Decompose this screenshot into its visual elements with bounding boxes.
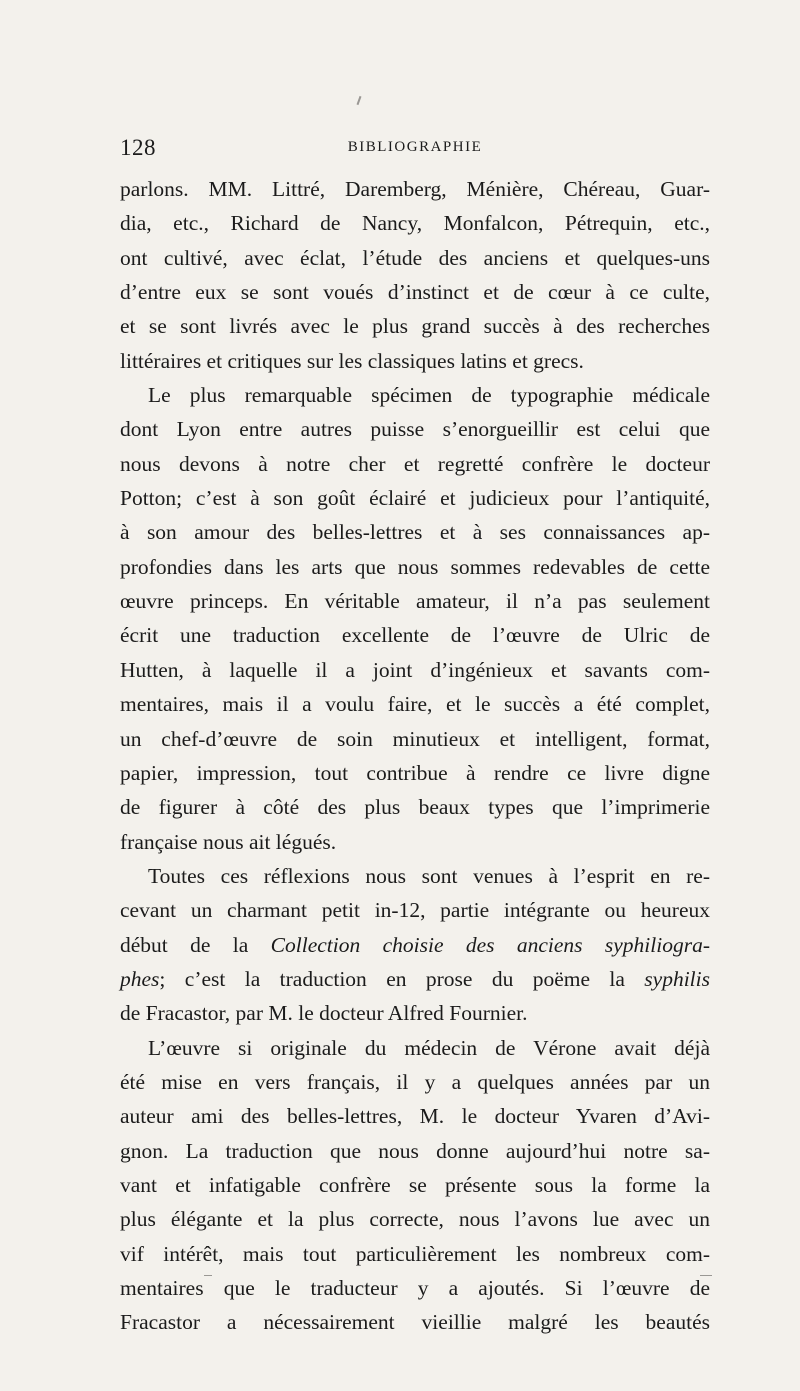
text-run: ; c’est la traduction en prose du poëme la xyxy=(159,966,645,991)
text-line: dia, etc., Richard de Nancy, Monfalcon, Pétrequin, etc., xyxy=(120,211,710,236)
text-line: auteur ami des belles-lettres, M. le docteur Yvaren d’Avi- xyxy=(120,1104,710,1129)
text-line: vant et infatigable confrère se présente sous la forme la xyxy=(120,1172,710,1197)
text-line: écrit une traduction excellente de l’œuvre de Ulric de xyxy=(120,623,710,648)
text-run: début de la xyxy=(120,932,271,957)
text-line: Hutten, à laquelle il a joint d’ingénieux et savants com- xyxy=(120,657,710,682)
text-line: ont cultivé, avec éclat, l’étude des anciens et quelques-uns xyxy=(120,245,710,270)
ink-speck xyxy=(700,1275,712,1276)
text-line: Toutes ces réflexions nous sont venues à l’esprit en re- xyxy=(148,863,710,888)
italic-title: Collection choisie des anciens syphiliogra- xyxy=(270,932,710,957)
text-line xyxy=(120,962,710,996)
body-text xyxy=(120,172,710,1340)
ink-speck xyxy=(204,1275,212,1276)
text-line: de figurer à côté des plus beaux types que l’imprimerie xyxy=(120,795,710,820)
text-line: œuvre princeps. En véritable amateur, il n’a pas seulement xyxy=(120,589,710,614)
text-line: et se sont livrés avec le plus grand succès à des recherches xyxy=(120,314,710,339)
text-line: Potton; c’est à son goût éclairé et judicieux pour l’antiquité, xyxy=(120,486,710,511)
text-line: gnon. La traduction que nous donne aujourd’hui notre sa- xyxy=(120,1138,710,1163)
text-line: L’œuvre si originale du médecin de Vérone avait déjà xyxy=(148,1035,710,1060)
text-line: d’entre eux se sont voués d’instinct et de cœur à ce culte, xyxy=(120,280,710,305)
text-line: Fracastor a nécessairement vieillie malgré les beautés xyxy=(120,1310,710,1335)
italic-title: syphilis xyxy=(644,966,710,991)
running-title: BIBLIOGRAPHIE xyxy=(347,139,483,155)
text-line: nous devons à notre cher et regretté confrère le docteur xyxy=(120,451,710,476)
text-line: française nous ait légués. xyxy=(120,829,337,854)
text-line: vif intérêt, mais tout particulièrement les nombreux com- xyxy=(120,1241,710,1266)
text-line: de Fracastor, par M. le docteur Alfred Fournier. xyxy=(120,1001,528,1026)
text-line: papier, impression, tout contribue à rendre ce livre digne xyxy=(120,760,710,785)
text-line: profondies dans les arts que nous sommes redevables de cette xyxy=(120,554,710,579)
text-line: un chef-d’œuvre de soin minutieux et intelligent, format, xyxy=(120,726,710,751)
italic-title: phes xyxy=(120,966,160,991)
text-line xyxy=(120,928,710,962)
running-head xyxy=(120,135,710,165)
text-line: mentaires que le traducteur y a ajoutés. Si l’œuvre de xyxy=(120,1276,710,1300)
text-line: été mise en vers français, il y a quelques années par un xyxy=(120,1069,710,1094)
page-number: 128 xyxy=(120,135,156,160)
text-line: dont Lyon entre autres puisse s’enorgueillir est celui que xyxy=(120,417,710,442)
text-line: littéraires et critiques sur les classiques latins et grecs. xyxy=(120,348,584,373)
text-line: à son amour des belles-lettres et à ses connaissances ap- xyxy=(120,520,710,545)
text-line: parlons. MM. Littré, Daremberg, Ménière, Chéreau, Guar- xyxy=(120,177,710,201)
ink-speck xyxy=(357,96,362,105)
text-line: mentaires, mais il a voulu faire, et le succès a été complet, xyxy=(120,692,710,717)
text-line: Le plus remarquable spécimen de typographie médicale xyxy=(148,383,710,408)
text-line: cevant un charmant petit in-12, partie intégrante ou heureux xyxy=(120,898,710,923)
text-line: plus élégante et la plus correcte, nous l’avons lue avec un xyxy=(120,1207,710,1232)
